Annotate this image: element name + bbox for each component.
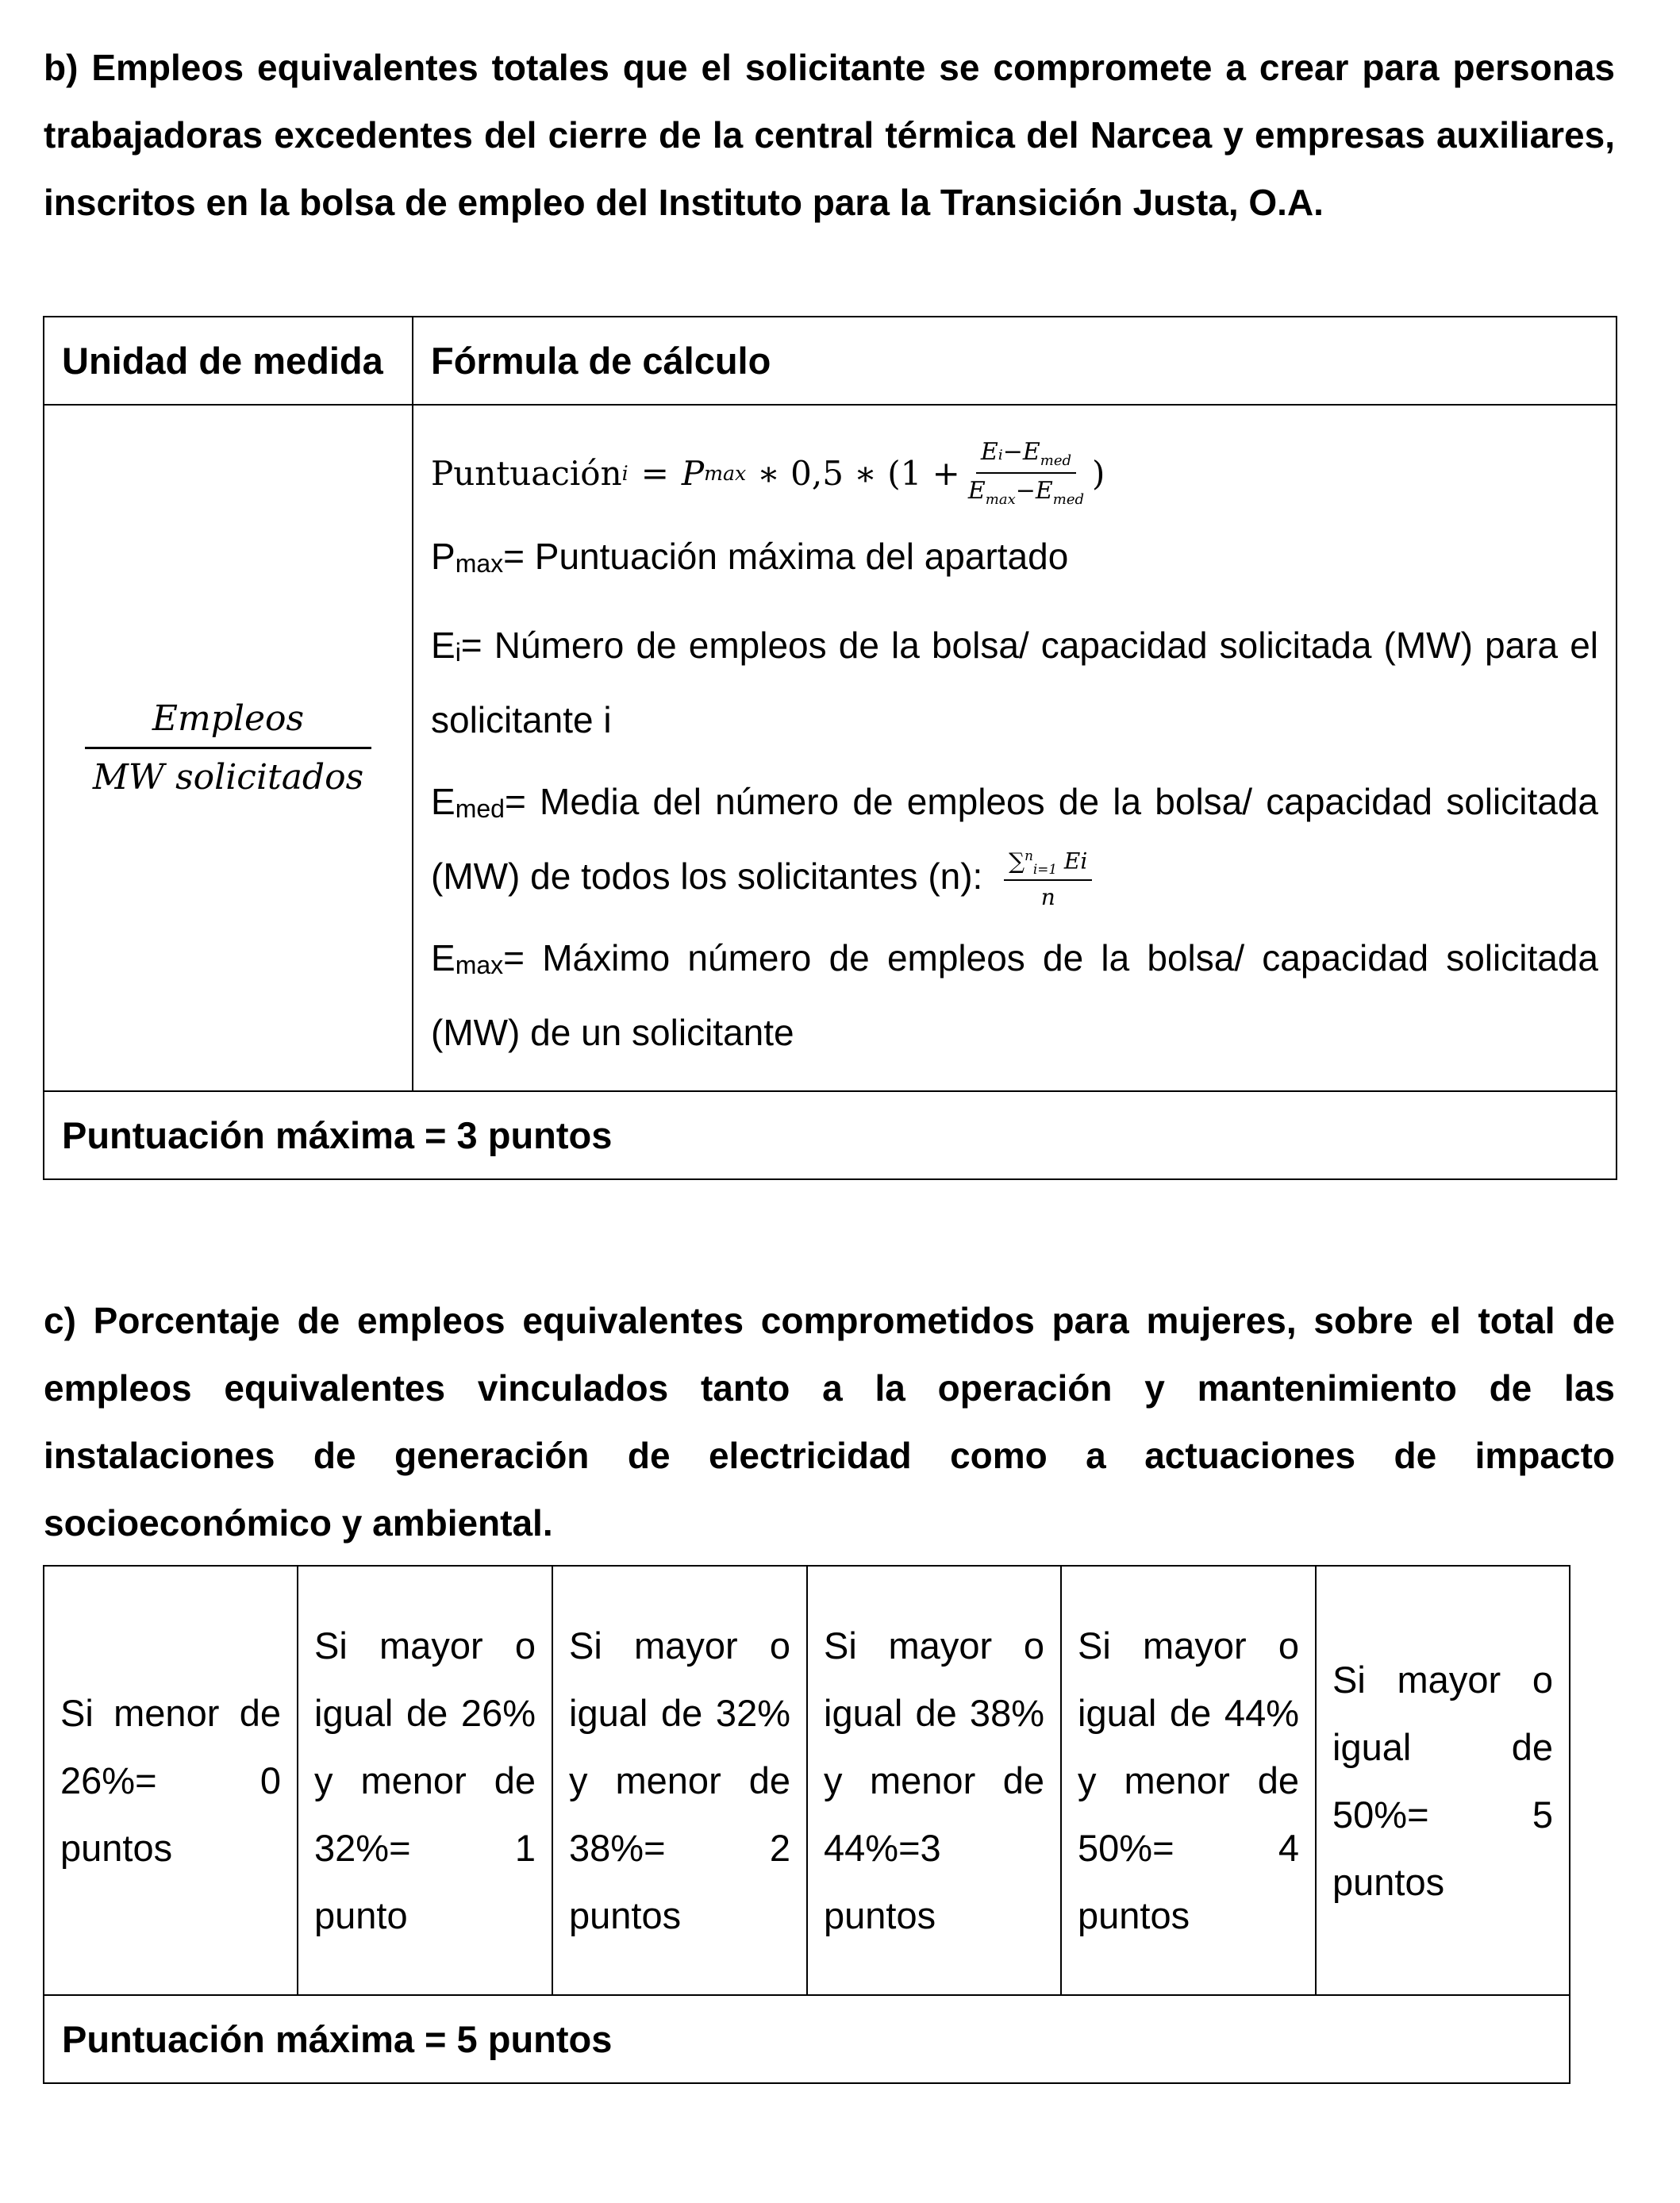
formula-frac-num-sub: med	[1040, 452, 1072, 469]
score-range-cell: Si mayor o igual de 50%= 5 puntos	[1316, 1566, 1570, 1995]
def-emed-sym: E	[431, 781, 456, 822]
formula-frac-den-sub1: max	[985, 491, 1016, 508]
formula-frac-den-sub2: med	[1052, 491, 1085, 508]
unit-denominator: MW solicitados	[92, 757, 364, 798]
def-pmax	[431, 523, 1598, 598]
section-b-table	[43, 316, 1617, 1180]
formula-frac-den-mid: −E	[1015, 477, 1053, 505]
def-emed	[431, 768, 1598, 910]
def-pmax-sym: P	[431, 536, 456, 577]
unit-fraction	[85, 698, 371, 798]
unit-numerator: Empleos	[85, 698, 371, 749]
def-emed-sub: med	[455, 794, 505, 823]
score-range-cell: Si mayor o igual de 44% y menor de 50%= 4 puntos	[1061, 1566, 1316, 1995]
sum-symbol: ∑	[1009, 848, 1025, 875]
mean-fraction	[1004, 848, 1092, 909]
formula-header: Fórmula de cálculo	[413, 317, 1617, 405]
sum-sup: n	[1025, 848, 1033, 864]
def-emax	[431, 925, 1598, 1067]
score-range-cell: Si mayor o igual de 32% y menor de 38%= 2 puntos	[552, 1566, 807, 1995]
def-ei-sym: E	[431, 625, 456, 666]
score-range-cell: Si mayor o igual de 26% y menor de 32%= 1 punto	[298, 1566, 552, 1995]
formula-fraction	[963, 438, 1089, 508]
def-pmax-text: = Puntuación máxima del apartado	[503, 536, 1069, 577]
formula-mid: ∗ 0,5 ∗ (1 +	[757, 453, 960, 493]
formula-pmax-sub: max	[704, 461, 747, 485]
section-c-total: Puntuación máxima = 5 puntos	[44, 1995, 1570, 2083]
score-range-cell: Si menor de 26%= 0 puntos	[44, 1566, 298, 1995]
score-range-cell: Si mayor o igual de 38% y menor de 44%=3 puntos	[807, 1566, 1061, 1995]
sum-var: Ei	[1057, 848, 1088, 875]
section-b-total: Puntuación máxima = 3 puntos	[44, 1091, 1617, 1179]
def-ei-text: = Número de empleos de la bolsa/ capacidad solicitada (MW) para el solicitante i	[431, 625, 1598, 740]
formula-close: )	[1092, 453, 1105, 493]
unit-cell	[44, 405, 413, 1091]
sum-den: n	[1040, 883, 1055, 910]
formula-frac-num: Eᵢ−E	[980, 438, 1040, 466]
def-emax-sub: max	[455, 951, 504, 979]
section-c-heading: c) Porcentaje de empleos equivalentes comprometidos para mujeres, sobre el total de empleos equivalentes vinculados tanto a la operación y mantenimiento de las instalaciones de generación de electricidad como a actuaciones de impacto socioeconómico y ambiental.	[44, 1300, 1615, 1544]
def-emed-text: = Media del número de empleos de la bolsa/ capacidad solicitada (MW) de todos los solicitantes (n):	[431, 781, 1598, 897]
def-ei-sub: i	[455, 638, 461, 667]
def-pmax-sub: max	[455, 549, 504, 578]
def-emax-text: = Máximo número de empleos de la bolsa/ capacidad solicitada (MW) de un solicitante	[431, 937, 1598, 1053]
formula-lhs: Puntuación	[431, 453, 622, 493]
score-formula: Puntuación i = P max ∗ 0,5 ∗ (1 + $Eᵢ-E_{med}$ $E_{max}-E_{med}$ )	[431, 438, 1105, 508]
formula-frac-den: E	[967, 477, 986, 505]
section-b-heading: b) Empleos equivalentes totales que el solicitante se compromete a crear para personas trabajadoras excedentes del cierre de la central térmica del Narcea y empresas auxiliares, inscritos en la bolsa de empleo del Instituto para la Transición Justa, O.A.	[44, 47, 1615, 223]
unit-header: Unidad de medida	[44, 317, 413, 405]
sum-sub: i=1	[1032, 861, 1058, 878]
formula-cell	[413, 405, 1617, 1091]
section-c-table	[43, 1565, 1570, 2084]
formula-pmax: P	[681, 453, 705, 493]
formula-lhs-sub: i	[621, 461, 629, 485]
def-emax-sym: E	[431, 937, 456, 978]
def-ei	[431, 612, 1598, 754]
